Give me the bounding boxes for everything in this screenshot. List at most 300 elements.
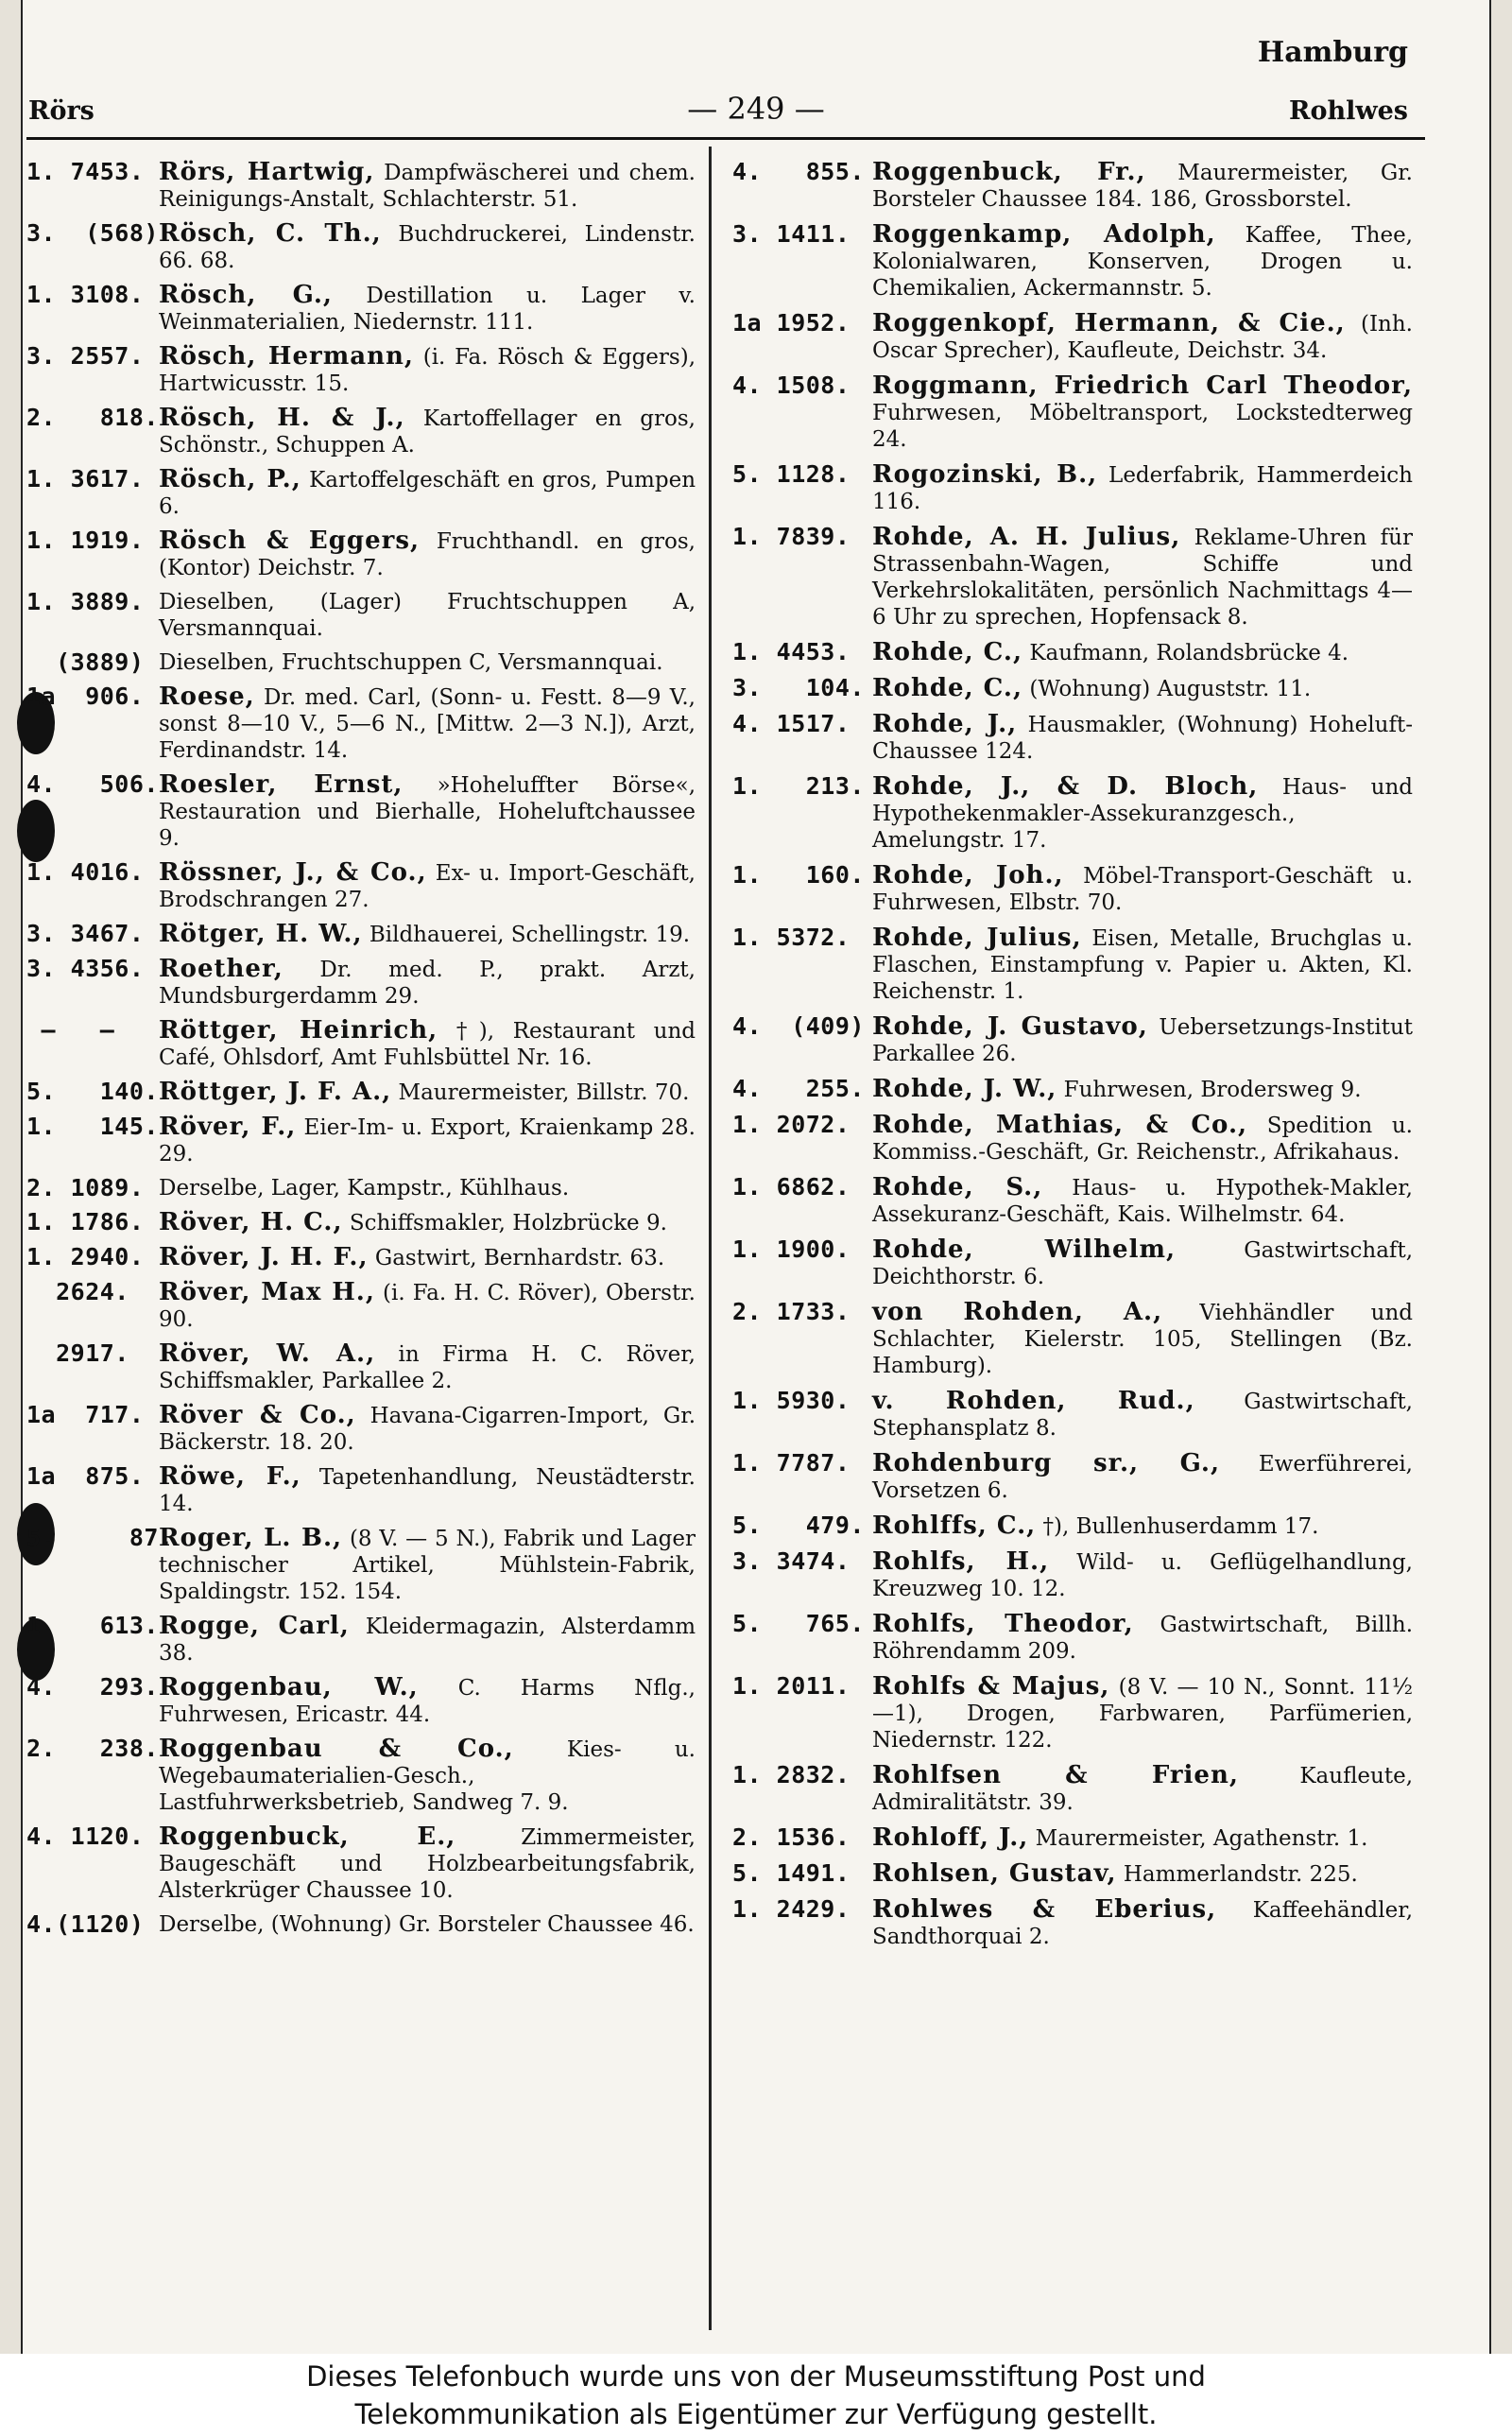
directory-entry [732,773,1413,854]
directory-entry [732,1388,1413,1442]
subscriber-details: Ewerführerei, Vorsetzen 6. [872,1452,1413,1503]
phone-number: 3. 4356. [26,955,145,982]
phone-number: 2. 238. [26,1735,159,1762]
phone-number: 2917. [26,1339,129,1367]
subscriber-name: Rörs, Hartwig, [159,158,375,186]
phone-number: 1a 1952. [732,309,850,337]
entry-text [159,159,696,213]
subscriber-details: Kaffeehändler, Sandthorquai 2. [872,1898,1413,1949]
entry-text [159,771,696,852]
directory-entry [732,310,1413,364]
directory-entry [26,405,696,458]
header-last-entry: Rohlwes [1289,96,1408,126]
directory-entry [732,1299,1413,1379]
directory-entry [26,683,696,764]
subscriber-name: Rohde, C., [872,638,1023,666]
subscriber-details: Fuhrwesen, Möbeltransport, Lockstedterweg 24. [872,401,1413,452]
entry-text [872,1762,1413,1816]
phone-number: 5. 140. [26,1078,159,1105]
directory-entry [26,466,696,520]
directory-entry [26,1613,696,1667]
phone-number: 1. 1919. [26,527,145,554]
subscriber-details: Wild- u. Geflügelhandlung, Kreuzweg 10. 12. [872,1550,1413,1601]
subscriber-name: Rohlsen, Gustav, [872,1859,1117,1888]
subscriber-name: Röwe, F., [159,1462,301,1491]
subscriber-details: in Firma H. C. Röver, Schiffsmakler, Parkallee 2. [159,1342,696,1393]
subscriber-name: Rösch, Hermann, [159,342,414,371]
subscriber-name: Rötger, H. W., [159,920,363,948]
subscriber-name: Derselbe, [159,1176,265,1201]
subscriber-name: Rösch, P., [159,465,301,493]
subscriber-name: Roggenbau & Co., [159,1735,514,1763]
subscriber-details: Gastwirtschaft, Stephansplatz 8. [872,1390,1413,1441]
subscriber-details: Hammerlandstr. 225. [1116,1862,1358,1887]
subscriber-name: Rohlwes & Eberius, [872,1895,1217,1924]
subscriber-details: Buchdruckerei, Lindenstr. 66. 68. [159,222,696,273]
subscriber-details: Bildhauerei, Schellingstr. 19. [362,923,691,947]
subscriber-details: Reklame-Uhren für Strassenbahn-Wagen, Schiffe und Verkehrslokalitäten, persönlich Nachmittags 4—6 Uhr zu sprechen, Hopfensack 8. [872,526,1413,630]
subscriber-name: Rösch, C. Th., [159,219,382,248]
subscriber-name: Röttger, J. F. A., [159,1078,392,1106]
entry-text [872,372,1413,453]
entry-text [872,1076,1413,1103]
subscriber-details: Kartoffelgeschäft en gros, Pumpen 6. [159,468,696,519]
phone-number: 1. 213. [732,772,865,800]
directory-entry [732,1673,1413,1754]
subscriber-details: Destillation u. Lager v. Weinmaterialien, Niedernstr. 111. [159,284,696,335]
subscriber-name: Rohlfs, Theodor, [872,1610,1134,1638]
subscriber-details: Lager, Kampstr., Kühlhaus. [264,1176,570,1201]
directory-entry [732,1548,1413,1602]
entry-text [159,1244,696,1271]
directory-entry [732,372,1413,453]
directory-entry [26,956,696,1010]
phone-number: 3. 1411. [732,220,850,248]
entry-text [872,1174,1413,1228]
subscriber-details: C. Harms Nflg., Fuhrwesen, Ericastr. 44. [159,1676,696,1727]
subscriber-name: Roggmann, Friedrich Carl Theodor, [872,371,1413,400]
phone-number: 1. 613. [26,1612,159,1639]
subscriber-details: (Wohnung) Gr. Borsteler Chaussee 46. [264,1912,695,1937]
directory-entry [26,1244,696,1271]
subscriber-details: Zimmermeister, Baugeschäft und Holzbearbeitungsfabrik, Alsterkrüger Chaussee 10. [159,1825,696,1903]
subscriber-name: Röver & Co., [159,1401,356,1429]
subscriber-name: Rössner, J., & Co., [159,858,427,887]
entry-text [872,639,1413,666]
directory-entry [26,1911,696,1938]
subscriber-details: (8 V. — 5 N.), Fabrik und Lager technischer Artikel, Mühlstein-Fabrik, Spaldingstr. 152. 154. [159,1527,696,1604]
directory-entry [732,1860,1413,1888]
subscriber-details: Dr. med. P., prakt. Arzt, Mundsburgerdamm 29. [159,958,696,1009]
directory-entry [26,859,696,913]
phone-number: 1. 3617. [26,465,145,492]
entry-text [872,1673,1413,1754]
subscriber-details: Tapetenhandlung, Neustädterstr. 14. [159,1465,696,1516]
subscriber-name: Rogge, Carl, [159,1612,350,1640]
phone-number: 2624. [26,1278,129,1305]
header-city: Hamburg [1257,36,1408,69]
entry-text [159,1613,696,1667]
subscriber-name: Rohdenburg sr., G., [872,1449,1221,1477]
directory-entry [732,1611,1413,1665]
subscriber-name: Roggenbuck, Fr., [872,158,1146,186]
subscriber-name: Roger, L. B., [159,1524,343,1552]
directory-entry [26,159,696,213]
phone-number: 4. 255. [732,1075,865,1102]
directory-entry [732,1236,1413,1290]
subscriber-details: Kaffee, Thee, Kolonialwaren, Konserven, Drogen u. Chemikalien, Ackermannstr. 5. [872,223,1413,301]
subscriber-name: Rohde, Joh., [872,861,1064,890]
phone-number: 1. 3889. [26,588,145,615]
phone-number: 3. (568) [26,219,159,247]
phone-number: 2. 1089. [26,1174,145,1201]
subscriber-details: Hausmakler, (Wohnung) Hoheluft-Chaussee 124. [872,713,1413,764]
directory-entry [26,282,696,336]
footer-line-2: Telekommunikation als Eigentümer zur Verfügung gestellt. [354,2398,1158,2430]
entry-text [872,1299,1413,1379]
subscriber-name: Roese, [159,682,255,711]
subscriber-name: Rohde, J. W., [872,1075,1057,1103]
phone-number: 2. 1733. [732,1298,850,1325]
subscriber-name: Rohde, A. H. Julius, [872,523,1181,551]
directory-entry [26,1674,696,1728]
subscriber-name: Rohde, J., [872,710,1018,738]
entry-text [159,1911,696,1938]
subscriber-name: Rohde, C., [872,674,1023,702]
entry-text [159,1736,696,1816]
entry-text [159,405,696,458]
subscriber-details: Schiffsmakler, Holzbrücke 9. [342,1211,667,1235]
subscriber-name: Rohde, J. Gustavo, [872,1012,1148,1041]
subscriber-name: Roggenkamp, Adolph, [872,220,1216,249]
phone-number: 1. 2940. [26,1243,145,1270]
phone-number: 5. 479. [732,1512,865,1539]
phone-number: 4. 1508. [732,371,850,399]
page-number: — 249 — [687,91,825,127]
directory-entry [26,921,696,948]
phone-number: 1. 4453. [732,638,850,665]
subscriber-details: (i. Fa. H. C. Röver), Oberstr. 90. [159,1281,696,1332]
phone-number: 1. 1786. [26,1208,145,1235]
subscriber-details: (8 V. — 10 N., Sonnt. 11½—1), Drogen, Farbwaren, Parfümerien, Niedernstr. 122. [872,1675,1413,1753]
directory-entry [732,461,1413,515]
phone-number: 5. 1491. [732,1859,850,1887]
entry-text [872,711,1413,765]
subscriber-details: Kaufmann, Rolandsbrücke 4. [1022,641,1349,665]
phone-number: 2. 1536. [732,1823,850,1851]
phone-number: 1. 2011. [732,1672,850,1700]
subscriber-name: Rohloff, J., [872,1823,1029,1852]
subscriber-name: Rohde, Mathias, & Co., [872,1111,1248,1139]
subscriber-name: Röver, W. A., [159,1339,376,1368]
entry-text [872,159,1413,213]
phone-number: 1. 2072. [732,1111,850,1138]
phone-number: 1. 2429. [732,1895,850,1923]
entry-text [159,649,696,676]
footer-notice [0,2354,1512,2436]
directory-entry [732,675,1413,702]
directory-entry [732,221,1413,302]
entry-text [159,956,696,1010]
entry-text [159,220,696,274]
entry-text [872,924,1413,1005]
column-divider [709,147,712,2330]
phone-number: 4. 1517. [732,710,850,737]
entry-text [159,1114,696,1167]
subscriber-details: Spedition u. Kommiss.-Geschäft, Gr. Reichenstr., Afrikahaus. [872,1114,1413,1165]
entry-text [872,1388,1413,1442]
directory-entry [26,343,696,397]
phone-number: (3889) [26,648,145,676]
directory-entry [732,1112,1413,1166]
directory-entry [732,524,1413,631]
subscriber-name: Rohlfsen & Frien, [872,1761,1239,1789]
entry-text [872,675,1413,702]
subscriber-name: Roggenbau, W., [159,1673,419,1702]
subscriber-name: Röver, H. C., [159,1208,343,1236]
subscriber-details: (Wohnung) Auguststr. 11. [1022,677,1312,701]
phone-number: 2. 818. [26,404,159,431]
entry-text [872,524,1413,631]
directory-entry [26,1079,696,1106]
phone-number: 3. 2557. [26,342,145,370]
directory-entry [26,649,696,676]
entry-text [872,1450,1413,1504]
entry-text [159,527,696,581]
entry-text [159,1175,696,1201]
phone-number: 1. 145. [26,1113,159,1140]
phone-number: 1. 4016. [26,858,145,886]
phone-number: 1. 5372. [732,924,850,951]
subscriber-details: Gastwirtschaft, Billh. Röhrendamm 209. [872,1613,1414,1664]
directory-entry [26,589,696,642]
subscriber-details: Fruchtschuppen C, Versmannquai. [274,650,663,675]
subscriber-name: Dieselben, [159,590,275,614]
phone-number: 1a 875. [26,1462,145,1490]
phone-number: 3. 104. [732,674,865,701]
entry-text [159,1340,696,1394]
subscriber-details: Eier-Im- u. Export, Kraienkamp 28. 29. [159,1115,696,1166]
subscriber-name: Roether, [159,955,284,983]
subscriber-details: Lederfabrik, Hammerdeich 116. [872,463,1413,514]
entry-text [872,1611,1413,1665]
subscriber-details: Eisen, Metalle, Bruchglas u. Flaschen, Einstampfung v. Papier u. Akten, Kl. Reichenstr. 1. [872,926,1413,1004]
subscriber-name: Rohde, S., [872,1173,1043,1201]
header-rule [26,137,1425,140]
phone-number: 4. 506. [26,770,159,798]
entry-text [159,1017,696,1071]
subscriber-details: Havana-Cigarren-Import, Gr. Bäckerstr. 18. 20. [159,1404,696,1455]
subscriber-details: †), Restaurant und Café, Ohlsdorf, Amt Fuhlsbüttel Nr. 16. [159,1019,696,1070]
directory-entry [732,159,1413,213]
phone-number: 4. 1120. [26,1823,145,1850]
subscriber-name: Roesler, Ernst, [159,770,404,799]
phone-number: 4. (409) [732,1012,865,1040]
page-edge-left [0,0,23,2354]
entry-text [872,310,1413,364]
entry-text [872,1896,1413,1950]
directory-entry [26,220,696,274]
entry-text [159,466,696,520]
subscriber-details: Uebersetzungs-Institut Parkallee 26. [872,1015,1413,1066]
subscriber-name: Derselbe, [159,1912,265,1937]
subscriber-details: Maurermeister, Gr. Borsteler Chaussee 184. 186, Grossborstel. [872,161,1413,212]
entry-text [159,1079,696,1106]
directory-entry [732,639,1413,666]
entry-text [159,921,696,948]
phone-number: 1. 7787. [732,1449,850,1477]
footer-line-1: Dieses Telefonbuch wurde uns von der Museumsstiftung Post und [306,2360,1206,2393]
phone-number: 1. 1900. [732,1235,850,1263]
directory-entry [732,1013,1413,1067]
subscriber-details: »Hoheluffter Börse«, Restauration und Bierhalle, Hoheluftchaussee 9. [159,773,696,851]
subscriber-details: Fruchthandl. en gros, (Kontor) Deichstr. 7. [159,529,696,580]
directory-entry [26,527,696,581]
entry-text [159,1823,696,1904]
entry-text [159,1402,696,1456]
entry-text [872,1512,1413,1540]
entry-text [872,862,1413,916]
subscriber-name: v. Rohden, Rud., [872,1387,1195,1415]
directory-entry [732,924,1413,1005]
subscriber-details: Kaufleute, Admiralitätstr. 39. [872,1764,1414,1815]
directory-entry [26,1175,696,1201]
phone-number: 1. 2832. [732,1761,850,1788]
entry-text [872,773,1413,854]
phone-number: 1. 6862. [732,1173,850,1201]
subscriber-name: Rösch, G., [159,281,333,309]
entry-text [159,282,696,336]
entry-text [159,1279,696,1333]
subscriber-details: Dampfwäscherei und chem. Reinigungs-Anstalt, Schlachterstr. 51. [159,161,696,212]
phone-number: 5. 765. [732,1610,865,1637]
subscriber-details: Haus- und Hypothekenmakler-Assekuranzgesch., Amelungstr. 17. [872,775,1413,853]
entry-text [872,221,1413,302]
subscriber-details: Kartoffellager en gros, Schönstr., Schuppen A. [159,406,696,458]
subscriber-details: (i. Fa. Rösch & Eggers), Hartwicusstr. 15. [159,345,696,396]
directory-entry [26,771,696,852]
directory-entry [732,711,1413,765]
directory-column-left [26,159,696,1945]
subscriber-name: Röver, J. H. F., [159,1243,369,1271]
phone-number: 5. 87. [26,1524,174,1551]
subscriber-name: Rogozinski, B., [872,460,1098,489]
subscriber-details: Kies- u. Wegebaumaterialien-Gesch., Lastfuhrwerksbetrieb, Sandweg 7. 9. [159,1737,696,1815]
directory-entry [732,1762,1413,1816]
entry-text [159,1525,696,1605]
subscriber-details: Haus- u. Hypothek-Makler, Assekuranz-Geschäft, Kais. Wilhelmstr. 64. [872,1176,1413,1227]
subscriber-details: Dr. med. Carl, (Sonn- u. Festt. 8—9 V., sonst 8—10 V., 5—6 N., [Mittw. 2—3 N.]), Arzt, Ferdinandstr. 14. [159,685,696,763]
directory-entry [732,1824,1413,1852]
phone-number: 5. 1128. [732,460,850,488]
phone-number: 1. 160. [732,861,865,889]
entry-text [872,1236,1413,1290]
subscriber-name: Rösch & Eggers, [159,527,421,555]
subscriber-details: Kleidermagazin, Alsterdamm 38. [159,1615,696,1666]
phone-number: 1. 7453. [26,158,145,185]
subscriber-name: Rösch, H. & J., [159,404,405,432]
subscriber-name: von Rohden, A., [872,1298,1163,1326]
directory-entry [26,1340,696,1394]
phone-number: — — [26,1016,115,1044]
entry-text [872,1548,1413,1602]
entry-text [159,1674,696,1728]
phone-number: 1. 5930. [732,1387,850,1414]
directory-entry [26,1402,696,1456]
directory-entry [732,1174,1413,1228]
subscriber-name: Rohlfs, H., [872,1547,1050,1576]
subscriber-name: Rohde, J., & D. Bloch, [872,772,1259,801]
header-first-entry: Rörs [28,96,94,126]
entry-text [872,1112,1413,1166]
subscriber-name: Roggenbuck, E., [159,1823,456,1851]
subscriber-details: Viehhändler und Schlachter, Kielerstr. 105, Stellingen (Bz. Hamburg). [872,1301,1413,1378]
directory-entry [732,1076,1413,1103]
entry-text [159,859,696,913]
phone-number: 3. 3467. [26,920,145,947]
subscriber-details: (Lager) Fruchtschuppen A, Versmannquai. [159,590,696,641]
subscriber-name: Rohlffs, C., [872,1512,1037,1540]
phone-number: 4. 293. [26,1673,159,1701]
subscriber-name: Roggenkopf, Hermann, & Cie., [872,309,1346,337]
directory-entry [26,1463,696,1517]
entry-text [159,683,696,764]
entry-text [159,589,696,642]
entry-text [872,1013,1413,1067]
directory-entry [732,862,1413,916]
phone-number: 1. 3108. [26,281,145,308]
phone-number: 1a 717. [26,1401,145,1428]
entry-text [159,1463,696,1517]
subscriber-details: Gastwirtschaft, Deichthorstr. 6. [872,1238,1413,1289]
subscriber-name: Rohde, Julius, [872,924,1082,952]
subscriber-details: Ex- u. Import-Geschäft, Brodschrangen 27. [159,861,696,912]
subscriber-name: Rohlfs & Majus, [872,1672,1110,1701]
directory-entry [732,1450,1413,1504]
subscriber-name: Röver, Max H., [159,1278,375,1306]
subscriber-details: (Inh. Oscar Sprecher), Kaufleute, Deichstr. 34. [872,312,1413,363]
phone-number: 4. 855. [732,158,865,185]
subscriber-details: Gastwirt, Bernhardstr. 63. [368,1246,665,1270]
entry-text [159,343,696,397]
subscriber-details: Möbel-Transport-Geschäft u. Fuhrwesen, Elbstr. 70. [872,864,1413,915]
directory-entry [732,1512,1413,1540]
phone-number: 1a 906. [26,682,145,710]
directory-entry [26,1823,696,1904]
subscriber-name: Röttger, Heinrich, [159,1016,438,1045]
subscriber-details: Maurermeister, Agathenstr. 1. [1028,1826,1368,1851]
subscriber-name: Röver, F., [159,1113,297,1141]
subscriber-name: Rohde, Wilhelm, [872,1235,1177,1264]
directory-entry [26,1736,696,1816]
entry-text [159,1209,696,1236]
directory-entry [732,1896,1413,1950]
directory-entry [26,1017,696,1071]
directory-entry [26,1525,696,1605]
directory-entry [26,1114,696,1167]
phone-number: 3. 3474. [732,1547,850,1575]
subscriber-details: Fuhrwesen, Brodersweg 9. [1057,1078,1362,1102]
entry-text [872,1824,1413,1852]
directory-column-right [732,159,1413,1959]
directory-entry [26,1279,696,1333]
entry-text [872,461,1413,515]
subscriber-name: Dieselben, [159,650,275,675]
subscriber-details: †), Bullenhuserdamm 17. [1036,1514,1319,1539]
phone-number: 1. 7839. [732,523,850,550]
subscriber-details: Maurermeister, Billstr. 70. [391,1080,690,1105]
phone-number: 4.(1120) [26,1910,145,1938]
